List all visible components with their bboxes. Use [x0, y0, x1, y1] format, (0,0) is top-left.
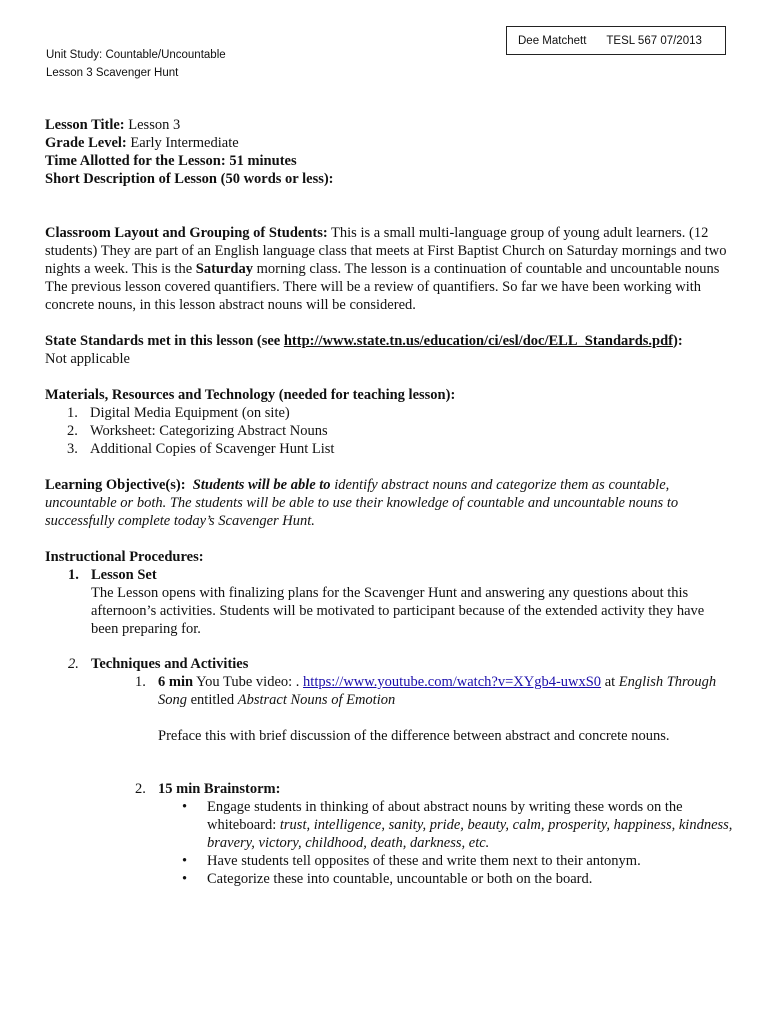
lesson-title-value: Lesson 3 — [124, 117, 181, 133]
lesson-set-text: The Lesson opens with finalizing plans for the Scavenger Hunt and answering any questions about this afternoon’s activities. Students will be motivated to participant because of the extended activity they have been preparing for. — [91, 585, 705, 637]
course-code: TESL 567 07/2013 — [606, 34, 702, 47]
standards-label-start: State Standards met in this lesson (see — [45, 333, 284, 349]
objectives-label: Learning Objective(s): — [45, 477, 186, 493]
lesson-plan-body — [45, 116, 735, 888]
brainstorm-title: 15 min Brainstorm: — [158, 781, 281, 797]
procedure-techniques: 2. Techniques and Activities — [45, 655, 735, 673]
standards-line — [45, 332, 735, 350]
youtube-link[interactable]: https://www.youtube.com/watch?v=XYgb4-uwxS0 — [303, 674, 602, 690]
activity-video-time: 6 min — [158, 674, 194, 690]
grade-level-line — [45, 134, 735, 152]
classroom-saturday: Saturday — [195, 261, 253, 277]
classroom-text-2: morning class. The lesson is a continuation of countable and uncountable nouns The previous lesson covered quantifiers. There will be a review of quantifiers. So far we have been working with concrete nouns, in this lesson abstract nouns will be considered. — [45, 261, 720, 313]
materials-list — [45, 404, 735, 458]
standards-link[interactable]: http://www.state.tn.us/education/ci/esl/doc/ELL_Standards.pdf — [283, 333, 674, 349]
list-item: • Engage students in thinking of about abstract nouns by writing these words on the whiteboard: trust, intelligence, sanity, pride, beauty, calm, prosperity, happiness, kindness, bravery, victory, childhood, death, darkness, etc. — [207, 798, 735, 852]
classroom-paragraph — [45, 224, 735, 314]
lesson-title-line — [45, 116, 735, 134]
list-item: • Categorize these into countable, uncountable or both on the board. — [207, 870, 735, 888]
procedure-lesson-set: 1. Lesson Set The Lesson opens with finalizing plans for the Scavenger Hunt and answering any questions about this afternoon’s activities. Students will be motivated to participant because of the extended activity they have been preparing for. — [45, 566, 735, 638]
lesson-subtitle-line: Lesson 3 Scavenger Hunt — [46, 67, 179, 79]
standards-value: Not applicable — [45, 351, 130, 367]
activity-video: 1. 6 min You Tube video: . https://www.youtube.com/watch?v=XYgb4-uwxS0 at English Through Song entitled Abstract Nouns of Emotion Preface this with brief discussion of the difference between abstract and concrete nouns. — [45, 673, 735, 745]
standards-label-end: ): — [673, 333, 683, 349]
time-allotted: Time Allotted for the Lesson: 51 minutes — [45, 153, 297, 169]
brainstorm-bullets — [45, 798, 735, 888]
classroom-label: Classroom Layout and Grouping of Students: — [45, 225, 328, 241]
list-item: 2. Worksheet: Categorizing Abstract Nouns — [67, 423, 328, 439]
list-item: 3. Additional Copies of Scavenger Hunt List — [67, 441, 335, 457]
materials-heading: Materials, Resources and Technology (needed for teaching lesson): — [45, 387, 456, 403]
classroom-text-1: This is a small multi-language group of young adult learners. (12 students) They are part of an English language class that meets at First Baptist Church on Saturday mornings and two nights a week. This is the — [45, 225, 727, 277]
activity-brainstorm: 2. 15 min Brainstorm: — [45, 780, 735, 798]
procedures-heading: Instructional Procedures: — [45, 549, 204, 565]
objectives-lead: Students will be able to — [192, 477, 331, 493]
video-source: English Through Song — [158, 674, 717, 708]
abstract-noun-words: trust, intelligence, sanity, pride, beauty, calm, prosperity, happiness, kindness, bravery, victory, childhood, death, darkness, etc. — [207, 817, 733, 851]
author-box — [506, 26, 726, 55]
techniques-title: Techniques and Activities — [91, 656, 249, 672]
lesson-set-title: Lesson Set — [91, 567, 157, 583]
objectives-text: identify abstract nouns and categorize them as countable, uncountable or both. The students will be able to use their knowledge of countable and uncountable nouns to successfully complete today’s Scavenger Hunt. — [45, 477, 679, 529]
list-item: 1. Digital Media Equipment (on site) — [67, 405, 290, 421]
activity-video-note: Preface this with brief discussion of the difference between abstract and concrete nouns. — [158, 728, 670, 744]
video-title: Abstract Nouns of Emotion — [237, 692, 396, 708]
author-name: Dee Matchett — [518, 34, 587, 47]
unit-header — [46, 46, 226, 82]
short-description-label: Short Description of Lesson (50 words or less): — [45, 171, 334, 187]
grade-level-value: Early Intermediate — [126, 135, 239, 151]
grade-level-label: Grade Level: — [45, 135, 127, 151]
lesson-title-label: Lesson Title: — [45, 117, 125, 133]
objectives-paragraph — [45, 476, 735, 530]
unit-study-line: Unit Study: Countable/Uncountable — [46, 49, 226, 61]
list-item: • Have students tell opposites of these and write them next to their antonym. — [207, 852, 735, 870]
